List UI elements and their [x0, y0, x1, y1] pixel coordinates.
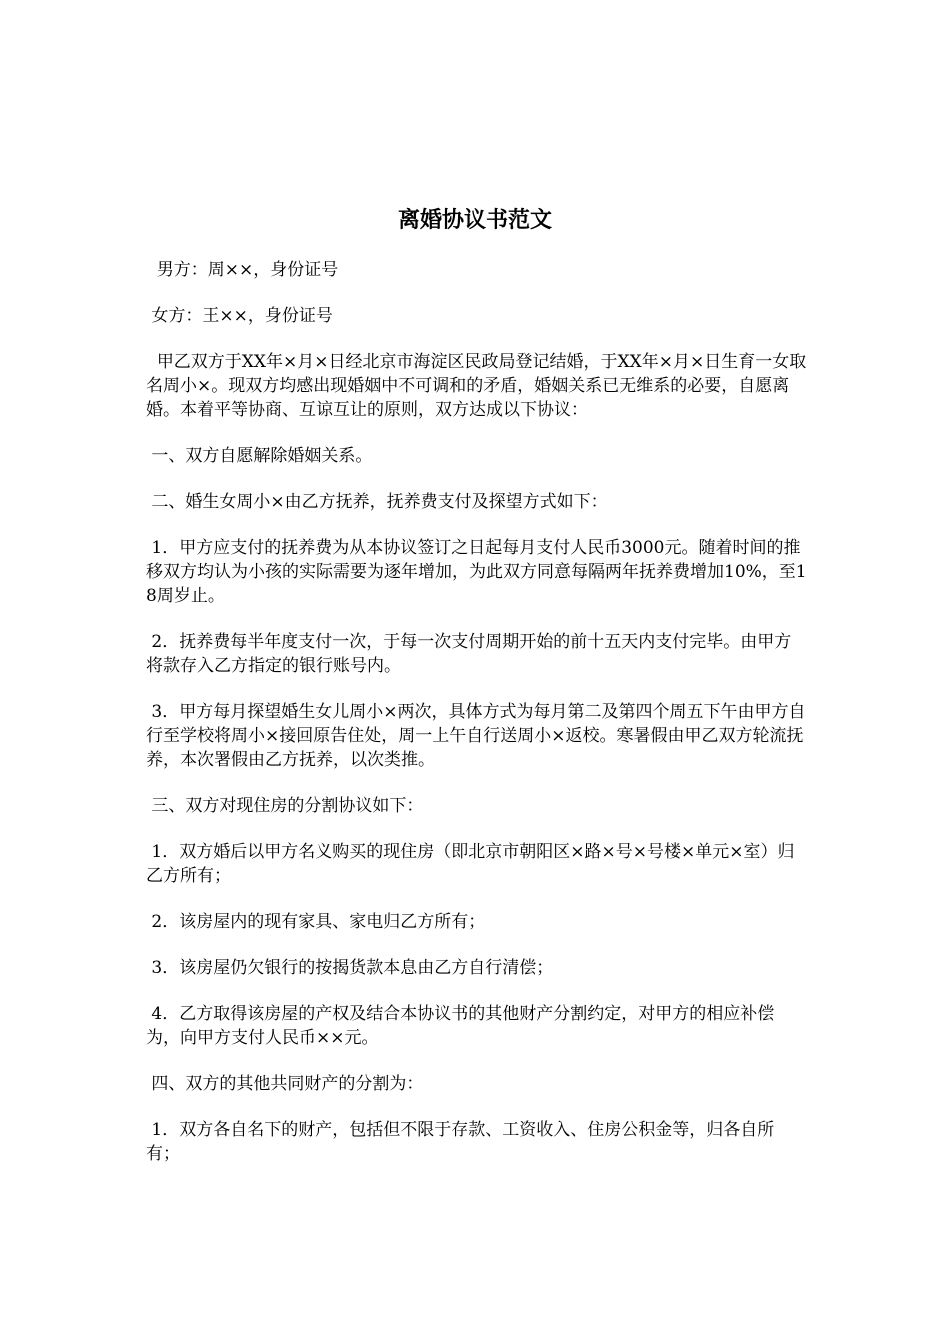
- paragraph-clause-1: 一、双方自愿解除婚姻关系。: [146, 446, 373, 466]
- paragraph-male-party: 男方：周××，身份证号: [146, 260, 339, 280]
- paragraph-clause-3-item-1: 1．双方婚后以甲方名义购买的现住房（即北京市朝阳区×路×号×号楼×单元×室）归乙方所有；: [146, 842, 795, 886]
- paragraph-clause-3-item-2: 2．该房屋内的现有家具、家电归乙方所有；: [146, 912, 486, 932]
- document-title: 离婚协议书范文: [397, 207, 552, 233]
- paragraph-clause-4-item-1: 1．双方各自名下的财产，包括但不限于存款、工资收入、住房公积金等，归各自所有；: [146, 1120, 775, 1164]
- paragraph-clause-2-item-2: 2．抚养费每半年度支付一次，于每一次支付周期开始的前十五天内支付完毕。由甲方将款存入乙方指定的银行账号内。: [146, 632, 792, 676]
- paragraph-clause-2-item-1: 1．甲方应支付的抚养费为从本协议签订之日起每月支付人民币3000元。随着时间的推移双方均认为小孩的实际需要为逐年增加，为此双方同意每隔两年抚养费增加10%，至18周岁止。: [146, 538, 807, 606]
- paragraph-clause-3-item-3: 3．该房屋仍欠银行的按揭货款本息由乙方自行清偿；: [146, 958, 554, 978]
- paragraph-clause-3-item-4: 4．乙方取得该房屋的产权及结合本协议书的其他财产分割约定，对甲方的相应补偿为，向甲方支付人民币××元。: [146, 1004, 775, 1048]
- paragraph-clause-3: 三、双方对现住房的分割协议如下：: [146, 796, 424, 816]
- paragraph-female-party: 女方：王××，身份证号: [146, 306, 333, 326]
- paragraph-clause-2-item-3: 3．甲方每月探望婚生女儿周小×两次，具体方式为每月第二及第四个周五下午由甲方自行至学校将周小×接回原告住处，周一上午自行送周小×返校。寒暑假由甲乙双方轮流抚养，本次署假由乙方抚养，以次类推。: [146, 702, 806, 770]
- document-body: [146, 258, 808, 1188]
- paragraph-clause-4: 四、双方的其他共同财产的分割为：: [146, 1074, 424, 1094]
- paragraph-preamble: 甲乙双方于XX年×月×日经北京市海淀区民政局登记结婚，于XX年×月×日生育一女取名周小×。现双方均感出现婚姻中不可调和的矛盾，婚姻关系已无维系的必要，自愿离婚。本着平等协商、互谅互让的原则，双方达成以下协议：: [146, 352, 807, 420]
- paragraph-clause-2: 二、婚生女周小×由乙方抚养，抚养费支付及探望方式如下：: [146, 492, 608, 512]
